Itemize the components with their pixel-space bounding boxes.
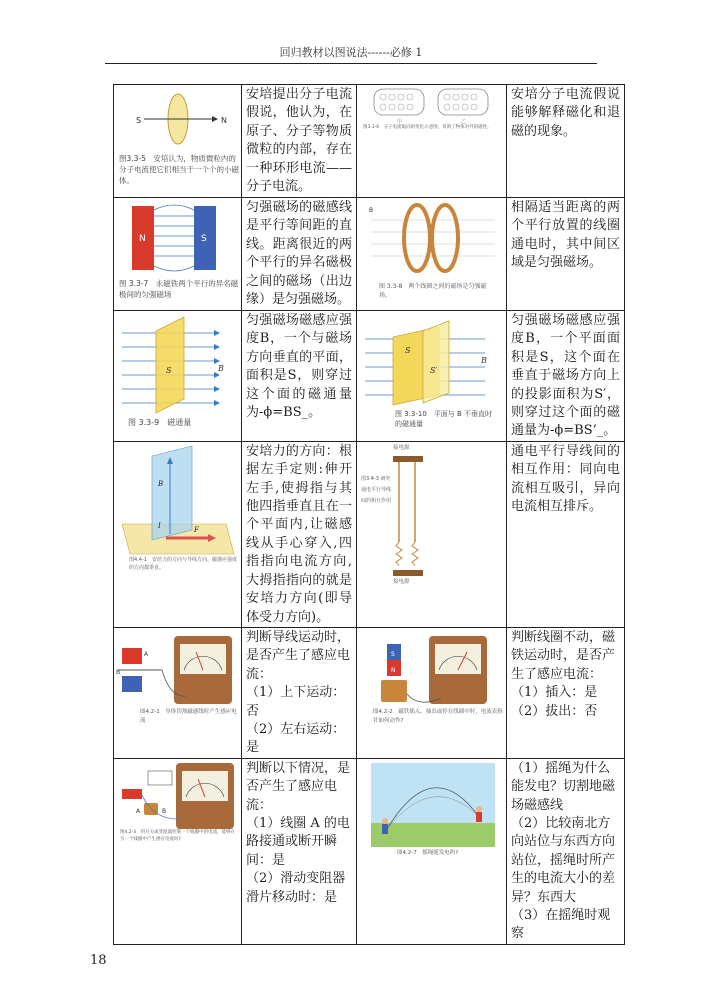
row6-text1-line: （1）线圈 A 的电路接通或断开瞬间：是 <box>246 815 350 868</box>
row2-text1: 匀强磁场的磁感线是平行等间距的直线。距离很近的两个平行的异名磁极之间的磁场（出边缘）是匀强磁场。 <box>246 200 352 308</box>
row3-text1-cell <box>242 311 357 442</box>
row5-text1-line: 判断导线运动时，是否产生了感应电流： <box>246 629 351 682</box>
coil-b-label: B <box>162 807 167 815</box>
power-label-top: 接电源 <box>393 444 410 451</box>
figure-caption: 图4.2-3 用开关或变阻器控制一个线圈中的电流，能够在另一个线圈中产生感应电流吗? <box>120 829 236 842</box>
row6-text2-line: （2）比较南北方向站位与东西方向站位，摇绳时所产生的电流大小的差异？东西大 <box>511 815 616 905</box>
field-b-label: B <box>218 364 224 373</box>
row6-text1-line: 判断以下情况，是否产生了感应电流： <box>246 760 351 813</box>
pole-s-label: S <box>136 116 142 125</box>
row5-text2 <box>507 628 624 721</box>
row4-text1: 安培力的方向：根据左手定则:伸开左手,使拇指与其他四指垂直且在一个平面内,让磁感线从手心穿入,四指指向电流方向,大拇指指向的就是安培力方向(即导体受力方向)。 <box>246 443 352 625</box>
row1-text2-cell <box>507 85 625 198</box>
pole-n-label: N <box>139 234 146 244</box>
ampere-force-figure <box>114 442 242 626</box>
row3-fig2-cell <box>357 311 507 442</box>
row5-fig2-cell <box>357 627 507 758</box>
row3-text2: 匀强磁场磁感应强度B，一个平面面积是S，这个面在垂直于磁场方向上的投影面积为S′，则穿过这个面的磁通量为-ϕ=BS’_。 <box>511 313 620 439</box>
row5-text2-line: （2）拔出：否 <box>511 703 598 719</box>
wire-b-label: B <box>116 668 121 676</box>
row6-text2-line: （3）在摇绳时观察 <box>511 908 611 942</box>
row1-fig1-cell <box>114 85 242 198</box>
figure-caption: 图3.4-3 研究通电平行导线间的相互作用 <box>361 475 392 504</box>
row4-text2-cell <box>507 441 625 627</box>
power-label-bottom: 接电源 <box>393 578 410 585</box>
table-row <box>114 311 625 442</box>
pole-n-label: N <box>391 666 396 674</box>
row4-fig1-cell <box>114 441 242 627</box>
page-number: 18 <box>90 953 107 968</box>
figure-caption: 图4.2-1 导体切割磁感线时产生感应电流 <box>140 708 237 724</box>
row2-fig1-cell <box>114 198 242 311</box>
subfig-a-label: 甲 <box>397 119 403 125</box>
table-row <box>114 758 625 944</box>
figure-caption: 图 3.3-8 两个线圈之间的磁场是匀强磁场。 <box>379 283 487 299</box>
row6-text1-cell <box>242 758 357 944</box>
row6-fig1-cell <box>114 758 242 944</box>
row3-text1: 匀强磁场磁感应强度B，一个与磁场方向垂直的平面，面积是S，则穿过这个面的磁通量为-ϕ=BS_。 <box>246 313 352 421</box>
subfig-b-label: 乙 <box>461 119 467 125</box>
figure-caption: 图4.2-2 磁铁插入、抽出或停在线圈中时，电流表指针如何动作? <box>373 708 503 724</box>
figure-caption: 图4.4-1 安培力的方向与导线方向、磁感应强度的方向都垂直。 <box>129 556 237 571</box>
row2-fig2-cell <box>357 198 507 311</box>
row6-fig2-cell <box>357 758 507 944</box>
row6-text1 <box>242 759 356 907</box>
header-rule <box>105 63 597 64</box>
field-b-label: B <box>158 479 164 488</box>
row5-fig1-cell <box>114 627 242 758</box>
row6-text2-line: （1）摇绳为什么能发电？切割地磁场磁感线 <box>511 760 616 813</box>
row3-text2-cell <box>507 311 625 442</box>
row6-text1-line: （2）滑动变阻器滑片移动时：是 <box>246 871 346 905</box>
table-row <box>114 627 625 758</box>
field-b-label: B <box>481 356 487 365</box>
figure-caption: 图3.3-6 分子电流取向的变化示意图，说明了物体对外的磁性。 <box>363 125 492 130</box>
row5-text1-cell <box>242 627 357 758</box>
figure-caption: 图 3.3-10 平面与 B 不垂直时的磁通量 <box>395 410 493 428</box>
row4-text2: 通电平行导线间的相互作用：同向电流相互吸引，异向电流相互排斥。 <box>511 443 620 515</box>
row5-text2-line: （1）插入：是 <box>511 685 598 701</box>
current-i-label: I <box>158 521 161 530</box>
row5-text2-cell <box>507 627 625 758</box>
wire-a-label: A <box>144 650 149 658</box>
row1-text2: 安培分子电流假说能够解释磁化和退磁的现象。 <box>511 87 620 139</box>
figure-caption: 图4.2-7 摇绳能发电吗? <box>397 849 459 856</box>
projected-area-label: S′ <box>430 366 438 375</box>
row2-text1-cell <box>242 198 357 311</box>
area-s-label: S <box>166 366 172 375</box>
table-row <box>114 198 625 311</box>
row5-text2-line: 判断线圈不动，磁铁运动时，是否产生了感应电流： <box>511 629 616 682</box>
table-row <box>114 441 625 627</box>
row1-fig2-cell <box>357 85 507 198</box>
rope-generator-figure <box>357 759 507 925</box>
row6-text2-cell <box>507 758 625 944</box>
page-header: 回归教材以图说法------必修 1 <box>279 46 423 59</box>
force-f-label: F <box>194 525 199 534</box>
area-s-label: S <box>405 346 411 355</box>
row3-fig1-cell <box>114 311 242 442</box>
row4-text1-cell <box>242 441 357 627</box>
row5-text1-line: （2）左右运动：是 <box>246 721 346 756</box>
pole-s-label: S <box>391 650 395 658</box>
row1-text1: 安培提出分子电流假说，他认为，在原子、分子等物质微粒的内部，存在一种环形电流——分子电流。 <box>246 87 352 195</box>
row2-text2-cell <box>507 198 625 311</box>
row4-fig2-cell <box>357 441 507 627</box>
parallel-wires-figure <box>357 442 507 626</box>
row1-text1-cell <box>242 85 357 198</box>
coil-a-label: A <box>136 807 141 815</box>
pole-s-label: S <box>201 234 207 244</box>
table-row <box>114 85 625 198</box>
figure-caption: 图 3.3-7 永磁铁两个平行的异名磁极间的匀强磁场 <box>119 279 239 299</box>
row6-text2 <box>507 759 624 944</box>
figure-caption: 图 3.3-9 磁通量 <box>128 418 192 427</box>
row5-text1-line: （1）上下运动：否 <box>246 685 346 719</box>
field-b-label: B <box>369 207 374 214</box>
row5-text1 <box>242 628 356 758</box>
domain-alignment-figure <box>357 85 507 197</box>
figure-caption: 图3.3-5 安培认为，物质微粒内的分子电流使它们相当于一个个的小磁体。 <box>119 154 239 185</box>
row2-text2: 相隔适当距离的两个平行放置的线圈通电时，其中间区域是匀强磁场。 <box>511 200 620 271</box>
content-table <box>113 84 625 945</box>
pole-n-label: N <box>221 116 227 125</box>
